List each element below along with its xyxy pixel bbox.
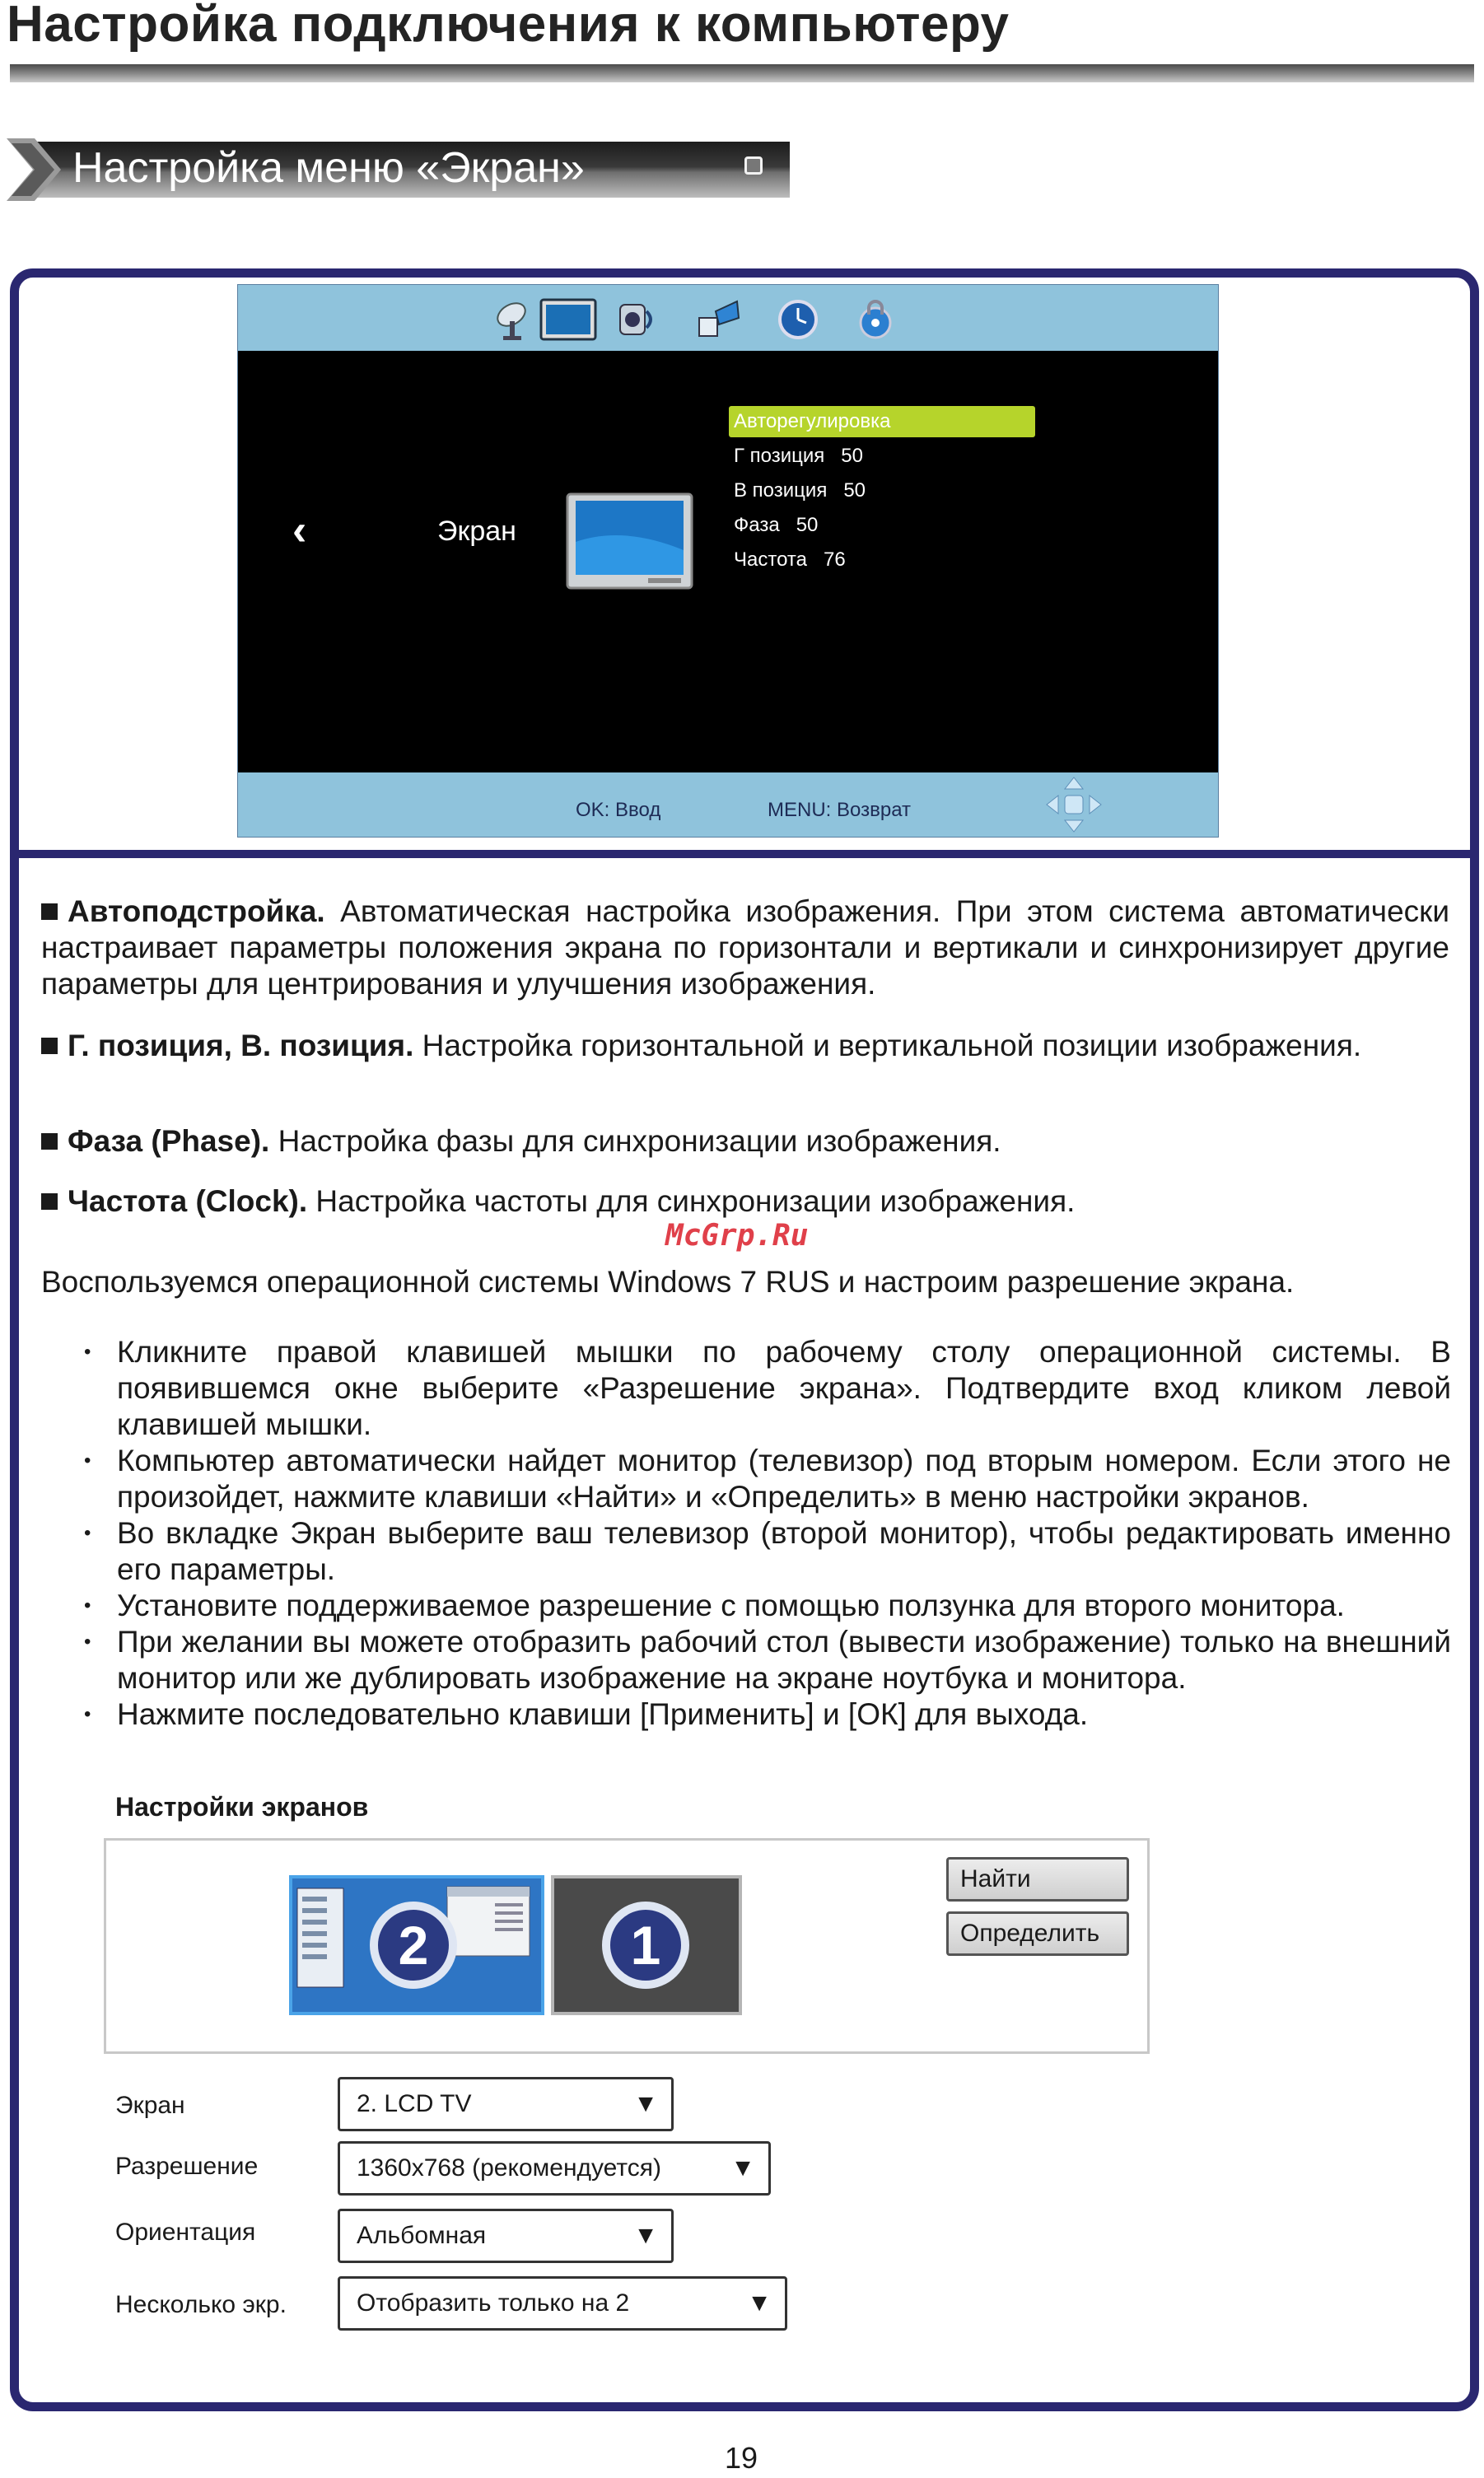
monitor-icon [566, 492, 693, 590]
tv-menu-item[interactable] [729, 475, 1035, 506]
tv-menu-item[interactable] [729, 406, 1035, 437]
chevron-left-icon[interactable]: ‹ [292, 506, 307, 554]
tv-menu-item[interactable] [729, 510, 1035, 541]
display-settings-title: Настройки экранов [115, 1792, 369, 1822]
field-label-multiple-displays: Несколько экр. [115, 2291, 287, 2318]
monitor-1-number: 1 [602, 1902, 689, 1989]
satellite-icon [492, 296, 538, 343]
watermark: McGrp.Ru [665, 1219, 809, 1253]
description-clock [41, 1183, 1449, 1220]
field-label-resolution: Разрешение [115, 2153, 259, 2180]
display-settings-panel [104, 1838, 1150, 2054]
clock-icon [775, 296, 821, 343]
field-label-screen: Экран [115, 2092, 185, 2119]
page-number: 19 [725, 2441, 758, 2475]
tv-menu-item[interactable] [729, 441, 1035, 472]
caret-down-icon: ▼ [730, 2154, 755, 2182]
settings-icon [696, 296, 742, 343]
screen-icon [539, 296, 597, 343]
tv-menu-list [729, 406, 1035, 579]
tv-menu-item-label: В позиция [734, 479, 828, 502]
description-position [41, 1028, 1449, 1064]
description-term: Частота (Clock). [68, 1184, 308, 1218]
menu-hint: MENU: Возврат [768, 799, 911, 821]
square-icon [744, 156, 763, 175]
tv-menu-item-value: 50 [796, 514, 819, 536]
description-text: Настройка горизонтальной и вертикальной позиции изображения. [413, 1029, 1362, 1062]
tv-menu-icon-bar [238, 285, 1218, 351]
tv-menu-item[interactable] [729, 544, 1035, 576]
tv-section-label: Экран [437, 516, 516, 547]
tv-menu-item-label: Фаза [734, 514, 780, 536]
description-auto [41, 894, 1449, 1002]
caret-down-icon: ▼ [747, 2289, 772, 2317]
bullet-square-icon [41, 903, 58, 920]
multiple-displays-select[interactable] [338, 2276, 787, 2331]
monitor-1-tile[interactable] [551, 1875, 742, 2015]
caret-down-icon: ▼ [633, 2090, 658, 2117]
monitor-2-number: 2 [370, 1902, 457, 1989]
window-thumbnail-icon [446, 1885, 531, 1958]
screen-select[interactable] [338, 2077, 674, 2131]
tv-menu-item-value: 50 [843, 479, 866, 502]
bullet-square-icon [41, 1193, 58, 1210]
caret-down-icon: ▼ [633, 2222, 658, 2249]
resolution-select[interactable] [338, 2141, 771, 2196]
chevron-right-icon [7, 138, 64, 201]
tv-menu-item-label: Г позиция [734, 445, 825, 467]
select-value: Отобразить только на 2 [357, 2289, 630, 2317]
tv-menu-hint-bar [238, 772, 1218, 837]
title-rule [10, 64, 1474, 82]
list-item: • Кликните правой клавишей мышки по рабочему столу операционной системы. В появившемся окне выберите «Разрешение экрана». Подтвердите вход кликом левой клавишей мышки. [84, 1334, 1451, 1443]
tv-menu-item-value: 50 [841, 445, 863, 467]
intro-text: Воспользуемся операционной системы Windows 7 RUS и настроим разрешение экрана. [41, 1265, 1295, 1299]
description-term: Автоподстройка. [68, 894, 325, 928]
select-value: 1360x768 (рекомендуется) [357, 2154, 662, 2182]
page-title: Настройка подключения к компьютеру [7, 0, 1010, 53]
select-value: 2. LCD TV [357, 2090, 472, 2117]
field-label-orientation: Ориентация [115, 2219, 256, 2246]
section-banner [7, 138, 785, 201]
section-title: Настройка меню «Экран» [72, 144, 585, 192]
identify-button[interactable]: Определить [946, 1911, 1129, 1956]
description-text: Настройка фазы для синхронизации изображения. [269, 1124, 1001, 1158]
bullet-square-icon [41, 1038, 58, 1054]
description-text: Автоматическая настройка изображения. При этом система автоматически настраивает параметры положения экрана по горизонтали и вертикали и синхронизирует другие параметры для центрирования и улучшения изображения. [41, 894, 1449, 1001]
select-value: Альбомная [357, 2222, 487, 2249]
tv-menu-screenshot [237, 284, 1219, 838]
list-item: • Во вкладке Экран выберите ваш телевизор (второй монитор), чтобы редактировать именно его параметры. [84, 1515, 1451, 1588]
steps-list [84, 1334, 1451, 1733]
window-thumbnail-icon [296, 1887, 345, 1994]
description-term: Г. позиция, В. позиция. [68, 1029, 414, 1062]
description-phase [41, 1123, 1449, 1160]
list-item: • Установите поддерживаемое разрешение с помощью ползунка для второго монитора. [84, 1588, 1451, 1624]
tv-menu-item-value: 76 [823, 548, 846, 571]
description-term: Фаза (Phase). [68, 1124, 270, 1158]
list-item: • Компьютер автоматически найдет монитор (телевизор) под вторым номером. Если этого не произойдет, нажмите клавиши «Найти» и «Определить» в меню настройки экранов. [84, 1443, 1451, 1515]
lock-icon [852, 296, 898, 343]
list-item: • Нажмите последовательно клавиши [Применить] и [ОК] для выхода. [84, 1696, 1451, 1733]
description-text: Настройка частоты для синхронизации изображения. [307, 1184, 1076, 1218]
navigation-arrows-icon [1045, 776, 1103, 833]
sound-icon [614, 296, 660, 343]
orientation-select[interactable] [338, 2209, 674, 2263]
find-button[interactable]: Найти [946, 1857, 1129, 1902]
monitor-2-tile[interactable] [289, 1875, 544, 2015]
list-item: • При желании вы можете отобразить рабочий стол (вывести изображение) только на внешний монитор или же дублировать изображение на экране ноутбука и монитора. [84, 1624, 1451, 1696]
frame-divider [15, 850, 1474, 858]
tv-menu-item-label: Авторегулировка [734, 410, 891, 432]
tv-menu-item-label: Частота [734, 548, 807, 571]
ok-hint: OK: Ввод [576, 799, 661, 821]
bullet-square-icon [41, 1133, 58, 1150]
